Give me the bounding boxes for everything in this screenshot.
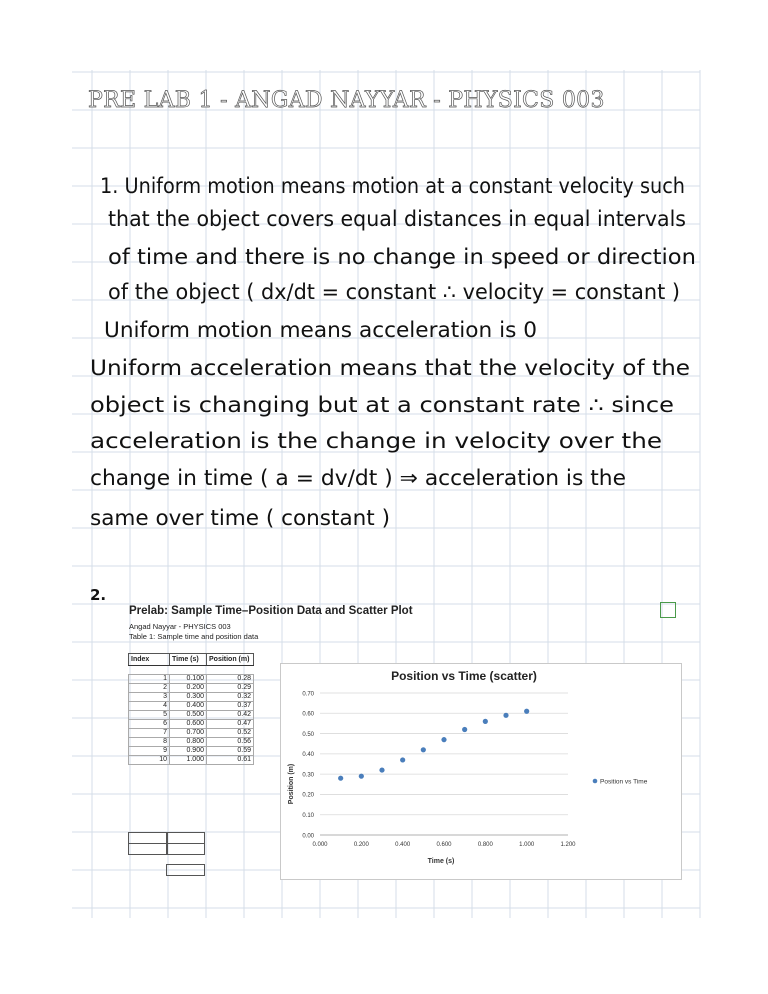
y-tick-label: 0.30 (302, 772, 314, 779)
table-cell: 0.900 (170, 747, 207, 756)
table-cell: 0.32 (207, 693, 254, 702)
x-tick-label: 0.400 (395, 842, 411, 848)
table-cell: 0.500 (170, 711, 207, 720)
table-row (129, 747, 254, 756)
table-cell: 8 (129, 738, 170, 747)
table-cell: 0.100 (170, 675, 207, 684)
table-cell: 3 (129, 693, 170, 702)
y-axis-label: Position (m) (288, 763, 295, 805)
x-tick-label: 1.000 (519, 842, 535, 848)
table-cell: 0.42 (207, 711, 254, 720)
table-row (129, 693, 254, 702)
table-cell: 1.000 (170, 756, 207, 765)
table-row (129, 729, 254, 738)
answer-line-6: Uniform acceleration means that the velocity of the (90, 356, 690, 380)
table-cell: 0.700 (170, 729, 207, 738)
answer-line-1: 1. Uniform motion means motion at a constant velocity such (100, 174, 685, 198)
y-tick-label: 0.00 (302, 833, 314, 840)
chart-legend (593, 779, 648, 786)
answer-line-7: object is changing but at a constant rate ∴ since (90, 393, 674, 417)
question-2-label: 2. (90, 586, 107, 604)
answer-line-9: change in time ( a = dv/dt ) ⇒ acceleration is the (90, 466, 626, 490)
spreadsheet-printout (128, 600, 688, 890)
table-cell: 0.600 (170, 720, 207, 729)
table-row (129, 720, 254, 729)
table-cell: 0.59 (207, 747, 254, 756)
selected-cell-indicator (660, 602, 676, 618)
y-tick-label: 0.10 (302, 813, 314, 820)
y-tick-label: 0.60 (302, 711, 314, 718)
data-point-6 (441, 737, 446, 742)
table-cell: 1 (129, 675, 170, 684)
table-cell: 0.800 (170, 738, 207, 747)
scatter-chart (280, 663, 682, 880)
legend-marker (593, 779, 598, 784)
x-tick-label: 0.800 (477, 842, 493, 848)
table-cell: 0.300 (170, 693, 207, 702)
table-cell: 0.29 (207, 684, 254, 693)
y-tick-label: 0.20 (302, 792, 314, 799)
table-cell: 7 (129, 729, 170, 738)
sheet-subtitle: Angad Nayyar - PHYSICS 003 (129, 622, 231, 631)
table-row (129, 711, 254, 720)
sheet-title: Prelab: Sample Time–Position Data and Scatter Plot (129, 605, 413, 617)
answer-line-5: Uniform motion means acceleration is 0 (104, 318, 537, 342)
table-cell: 0.28 (207, 675, 254, 684)
table-cell: 5 (129, 711, 170, 720)
data-point-1 (338, 776, 343, 781)
table-cell: 10 (129, 756, 170, 765)
x-tick-label: 0.200 (353, 842, 369, 848)
data-point-10 (524, 709, 529, 714)
table-row (129, 702, 254, 711)
data-point-4 (400, 757, 405, 762)
answer-line-2: that the object covers equal distances in equal intervals (108, 207, 686, 231)
table-row (129, 675, 254, 684)
table-cell: 9 (129, 747, 170, 756)
page-title: PRE LAB 1 - ANGAD NAYYAR - PHYSICS 003 (88, 88, 605, 113)
table-row (129, 684, 254, 693)
table-cell: 0.37 (207, 702, 254, 711)
y-tick-label: 0.70 (302, 691, 314, 698)
table-cell: 0.52 (207, 729, 254, 738)
data-point-3 (379, 767, 384, 772)
table-cell: 6 (129, 720, 170, 729)
data-point-7 (462, 727, 467, 732)
column-header: Index (129, 654, 170, 666)
x-tick-label: 0.000 (312, 842, 328, 848)
table-row (129, 738, 254, 747)
table-row (129, 756, 254, 765)
table-cell: 0.200 (170, 684, 207, 693)
column-header: Position (m) (207, 654, 254, 666)
table-cell: 0.56 (207, 738, 254, 747)
data-point-5 (421, 747, 426, 752)
data-point-9 (503, 713, 508, 718)
chart-title: Position vs Time (scatter) (391, 669, 537, 683)
x-tick-label: 0.600 (436, 842, 452, 848)
table-cell: 2 (129, 684, 170, 693)
answer-line-10: same over time ( constant ) (90, 506, 390, 530)
chart-canvas (281, 664, 681, 879)
y-tick-label: 0.50 (302, 731, 314, 738)
data-point-2 (359, 774, 364, 779)
table-cell: 0.400 (170, 702, 207, 711)
x-tick-label: 1.200 (560, 842, 576, 848)
table-cell: 4 (129, 702, 170, 711)
column-header: Time (s) (170, 654, 207, 666)
answer-line-4: of the object ( dx/dt = constant ∴ velocity = constant ) (108, 280, 680, 304)
table-caption: Table 1: Sample time and position data (129, 632, 259, 641)
x-axis-label: Time (s) (427, 858, 455, 865)
table-cell: 0.47 (207, 720, 254, 729)
legend-label: Position vs Time (600, 778, 648, 786)
data-point-8 (483, 719, 488, 724)
answer-line-3: of time and there is no change in speed or direction (108, 245, 696, 269)
table-cell: 0.61 (207, 756, 254, 765)
answer-line-8: acceleration is the change in velocity over the (90, 429, 662, 453)
data-table (128, 653, 254, 765)
y-tick-label: 0.40 (302, 752, 314, 759)
